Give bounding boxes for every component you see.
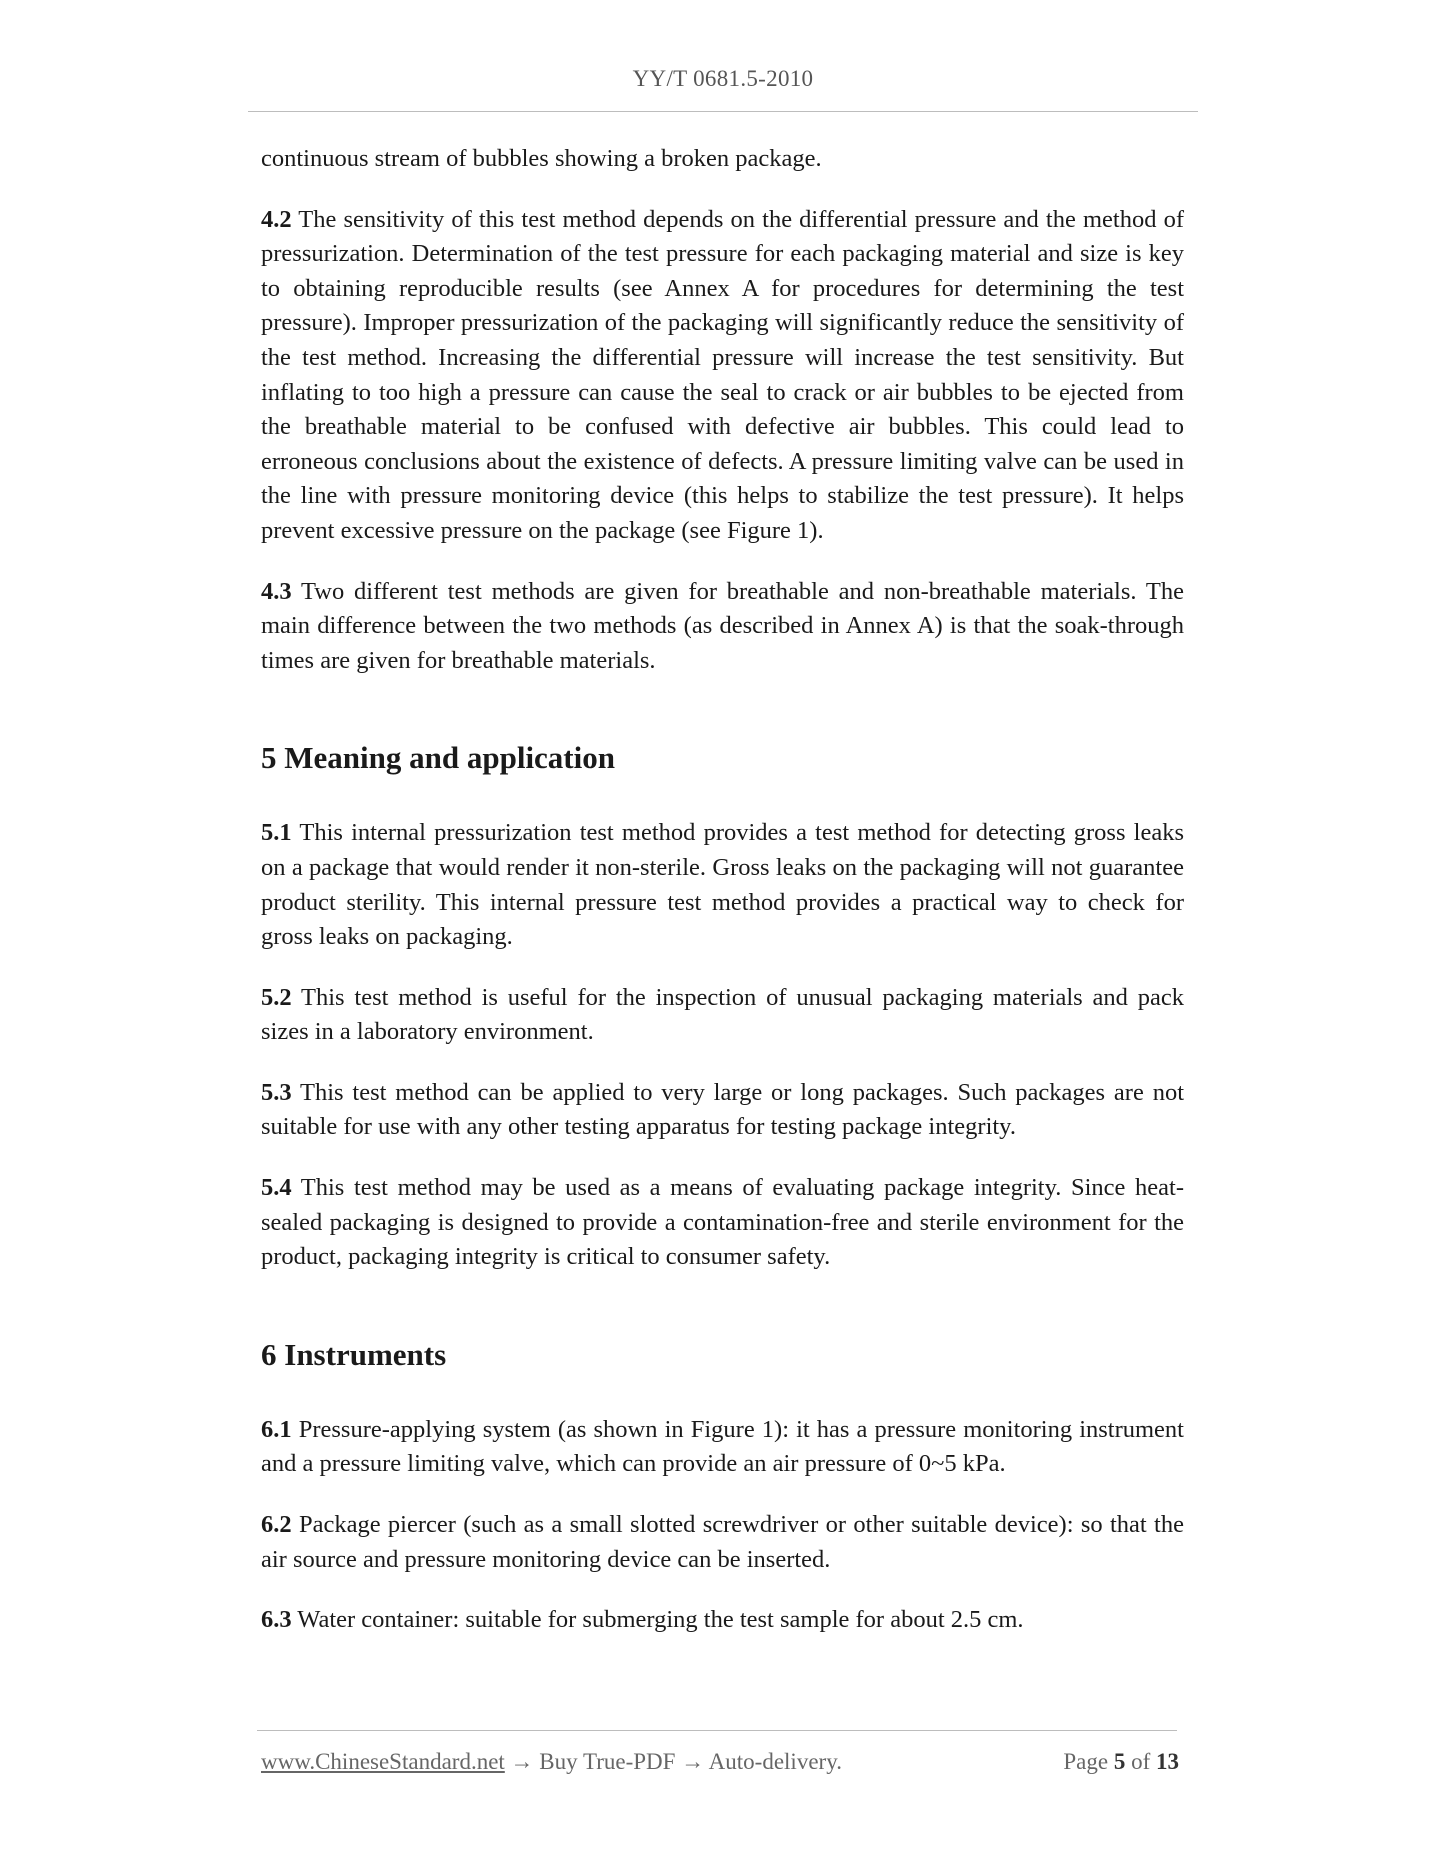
clause-number: 6.2 bbox=[261, 1511, 292, 1539]
website-link[interactable]: www.ChineseStandard.net bbox=[261, 1749, 505, 1774]
clause-5-2 bbox=[261, 981, 1184, 1050]
paragraph-text: continuous stream of bubbles showing a broken package. bbox=[261, 145, 822, 172]
page-label: Page bbox=[1063, 1749, 1109, 1774]
clause-number: 4.3 bbox=[261, 577, 292, 605]
clause-number: 6.1 bbox=[261, 1415, 292, 1443]
arrow-right-icon: → bbox=[681, 1749, 705, 1774]
running-header: YY/T 0681.5-2010 bbox=[632, 66, 814, 91]
clause-number: 5.1 bbox=[261, 819, 292, 847]
clause-number: 6.3 bbox=[261, 1606, 292, 1634]
clause-text: The sensitivity of this test method depends on the differential pressure and the method of pressurization. Determination of the test pressure for each packaging material and size is key to obtaining reproducible results (see Annex A for procedures for determining the test pressure). Improper pressurization of the packaging will significantly reduce the sensitivity of the test method. Increasing the differential pressure will increase the test sensitivity. But inflating to too high a pressure can cause the seal to crack or air bubbles to be ejected from the breathable material to be confused with defective air bubbles. This could lead to erroneous conclusions about the existence of defects. A pressure limiting valve can be used in the line with pressure monitoring device (this helps to stabilize the test pressure). It helps prevent excessive pressure on the package (see Figure 1). bbox=[261, 205, 1184, 544]
footer-links bbox=[261, 1749, 842, 1775]
total-pages: 13 bbox=[1156, 1749, 1179, 1774]
clause-text: Two different test methods are given for breathable and non-breathable materials. The main difference between the two methods (as described in Annex A) is that the soak-through times are given for breathable materials. bbox=[261, 577, 1184, 674]
clause-text: This test method may be used as a means of evaluating package integrity. Since heat-sealed packaging is designed to provide a contamination-free and sterile environment for the product, packaging integrity is critical to consumer safety. bbox=[261, 1174, 1184, 1271]
clause-6-3 bbox=[261, 1603, 1184, 1638]
clause-6-1 bbox=[261, 1413, 1184, 1482]
delivery-text: Auto-delivery. bbox=[708, 1749, 842, 1774]
paragraph-continued bbox=[261, 142, 1184, 177]
header-divider bbox=[248, 111, 1198, 112]
clause-5-1 bbox=[261, 816, 1184, 954]
clause-number: 5.3 bbox=[261, 1078, 292, 1106]
buy-pdf-link: Buy True-PDF bbox=[539, 1749, 676, 1774]
section-heading-5: 5 Meaning and application bbox=[261, 740, 615, 776]
clause-text: Water container: suitable for submerging the test sample for about 2.5 cm. bbox=[291, 1606, 1024, 1634]
page-number bbox=[1063, 1749, 1179, 1775]
clause-text: This internal pressurization test method provides a test method for detecting gross leaks on a package that would render it non-sterile. Gross leaks on the packaging will not guarantee product sterility. This internal pressure test method provides a practical way to check for gross leaks on packaging. bbox=[261, 819, 1184, 951]
clause-text: This test method is useful for the inspection of unusual packaging materials and pack sizes in a laboratory environment. bbox=[261, 983, 1184, 1046]
clause-number: 4.2 bbox=[261, 205, 292, 233]
clause-4-2 bbox=[261, 203, 1184, 549]
arrow-right-icon: → bbox=[510, 1749, 534, 1774]
clause-text: Pressure-applying system (as shown in Figure 1): it has a pressure monitoring instrument and a pressure limiting valve, which can provide an air pressure of 0~5 kPa. bbox=[261, 1415, 1184, 1478]
section-heading-6: 6 Instruments bbox=[261, 1336, 447, 1372]
current-page: 5 bbox=[1113, 1749, 1126, 1774]
clause-text: This test method can be applied to very large or long packages. Such packages are not suitable for use with any other testing apparatus for testing package integrity. bbox=[261, 1078, 1184, 1141]
document-body bbox=[261, 142, 1184, 1638]
clause-6-2 bbox=[261, 1508, 1184, 1577]
footer-divider bbox=[257, 1730, 1177, 1731]
clause-4-3 bbox=[261, 575, 1184, 679]
of-label: of bbox=[1131, 1749, 1151, 1774]
clause-5-3 bbox=[261, 1076, 1184, 1145]
clause-text: Package piercer (such as a small slotted screwdriver or other suitable device): so that the air source and pressure monitoring device can be inserted. bbox=[261, 1511, 1184, 1573]
clause-5-4 bbox=[261, 1171, 1184, 1275]
clause-number: 5.2 bbox=[261, 983, 292, 1011]
clause-number: 5.4 bbox=[261, 1174, 292, 1202]
